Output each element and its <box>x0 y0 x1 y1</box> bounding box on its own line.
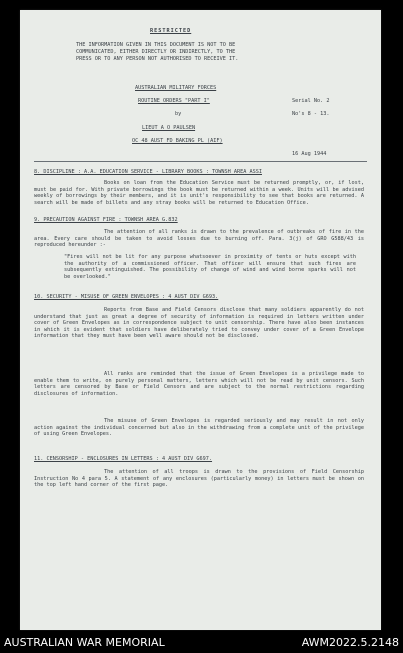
archive-name: AUSTRALIAN WAR MEMORIAL <box>4 636 165 649</box>
order-numbers: No's 8 - 13. <box>292 111 330 117</box>
section-8-heading: 8. DISCIPLINE : A.A. EDUCATION SERVICE - LIBRARY BOOKS : TOWNSH AREA ASSI <box>34 169 262 175</box>
section-11-body: The attention of all troops is drawn to the provisions of Field Censorship Instruction No 4 para 5. A statement of any enclosures (particularly money) in letters must be shown on the top left hand corner of the first page. <box>34 469 364 489</box>
section-10-paragraph-2: All ranks are reminded that the issue of Green Envelopes is a privilege made to enable them to write, on purely personal matters, letters which will not be read by unit censors. Such letters are censored by Base or Field Censors and are subject to the normal restrictions regarding disclosures of information. <box>34 371 364 397</box>
document-page <box>20 10 381 630</box>
serial-number: Serial No. 2 <box>292 98 330 104</box>
section-10-paragraph-3: The misuse of Green Envelopes is regarded seriously and may result in not only action against the individual concerned but also in the withdrawing from a complete unit of the privilege of using Green Envelopes. <box>34 418 364 438</box>
section-9-quote: "Fires will not be lit for any purpose whatsoever in proximity of tents or huts except with the authority of a commissioned officer. That officer will ensure that such fires are subsequently extinguished. The possibility of change of wind and wind borne sparks will not be overlooked." <box>64 254 356 280</box>
classification-heading: RESTRICTED <box>150 28 192 34</box>
header-divider <box>34 161 367 162</box>
org-name: AUSTRALIAN MILITARY FORCES <box>135 85 217 91</box>
by-text: by <box>175 111 182 117</box>
archive-reference: AWM2022.5.2148 <box>301 636 399 649</box>
orders-title: ROUTINE ORDERS "PART I" <box>138 98 210 104</box>
section-10-heading: 10. SECURITY - MISUSE OF GREEN ENVELOPES : 4 AUST DIV G693. <box>34 294 219 300</box>
document-date: 16 Aug 1944 <box>292 151 327 157</box>
unit-name: OC 48 AUST FD BAKING PL (AIF) <box>132 138 223 144</box>
section-9-body: The attention of all ranks is drawn to the prevalence of outbreaks of fire in the area. Every care should be taken to avoid losses due to burning off. Para. 3(j) of GRO G588/43 is reproduced hereunder :- <box>34 229 364 249</box>
section-11-heading: 11. CENSORSHIP - ENCLOSURES IN LETTERS : 4 AUST DIV G697. <box>34 456 213 462</box>
section-10-paragraph-1: Reports from Base and Field Censors disclose that many soldiers apparently do not understand that just as great a degree of security of information is required in letters written under cover of Green Envelopes as in correspondence subject to unit censorship. There have also been instances in which it is evident that soldiers have deliberately tried to convey under cover of a Green Envelope information that they must have been well aware should not be disclosed. <box>34 307 364 340</box>
archive-caption-bar <box>0 631 403 653</box>
section-8-body: Books on loan from the Education Service must be returned promptly, or, if lost, must be paid for. With private borrowings the book must be returned within a week. Units will be advised weekly of borrowings by their members, and it is unit's responsibility to see that books are returned. A search will be made of billets and any stray books will be returned to Education Office. <box>34 180 364 206</box>
warning-line-3: PRESS OR TO ANY PERSON NOT AUTHORISED TO RECEIVE IT. <box>76 56 239 62</box>
warning-line-2: COMMUNICATED, EITHER DIRECTLY OR INDIRECTLY, TO THE <box>76 49 236 55</box>
section-9-heading: 9. PRECAUTION AGAINST FIRE : TOWNSH AREA G.832 <box>34 217 178 223</box>
warning-line-1: THE INFORMATION GIVEN IN THIS DOCUMENT IS NOT TO BE <box>76 42 236 48</box>
author-name: LIEUT A O PAULSEN <box>142 125 196 131</box>
